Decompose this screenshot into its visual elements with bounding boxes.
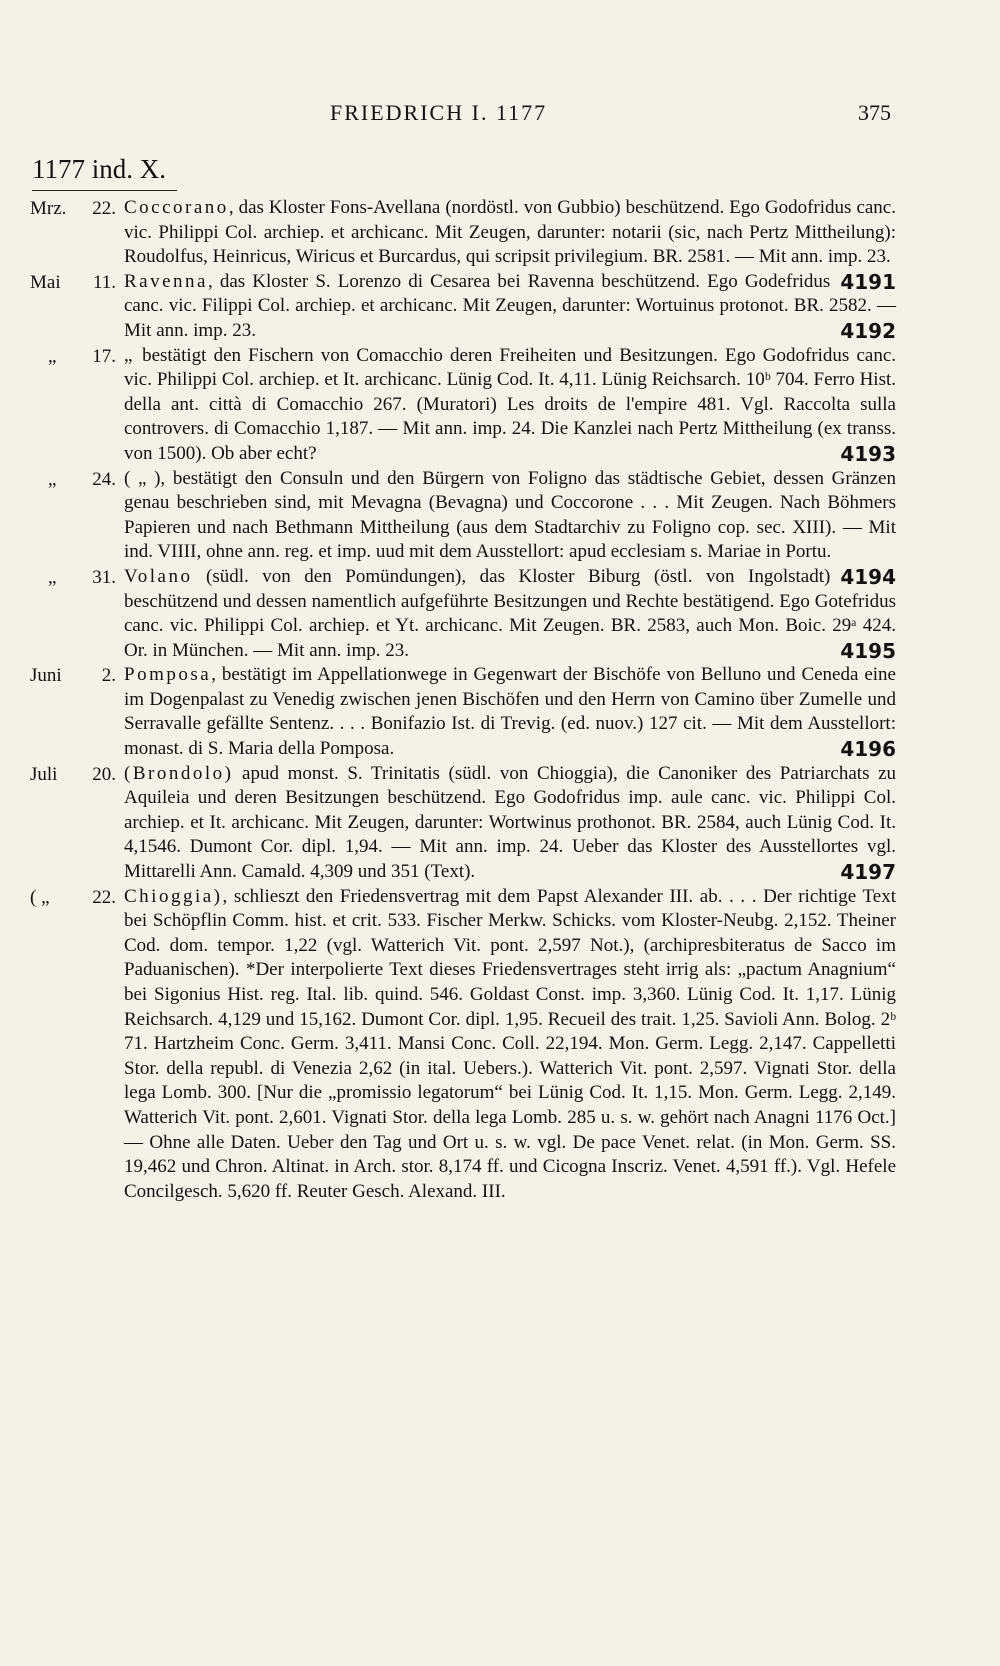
entry-number: 4194 [840,564,896,589]
entry-number: 4195 [840,638,896,663]
entry-month: „ [48,468,57,490]
entry-peace-treaty [0,885,1000,1205]
entry-number: 4193 [840,441,896,466]
entry-text [124,663,896,761]
entry-place: Pomposa [124,664,212,686]
entry-body: (südl. von den Pomündungen), das Kloster Biburg (östl. von Ingolstadt) beschützend und dessen namentlich aufgeführte Besitzungen und Rechte bestätigend. Ego Gotefridus canc. vic. Philippi Col. archiep. et Yt. archicanc. Mit Zeugen. BR. 2583, auch Mon. Boic. 29ᵃ 424. Or. in München. — Mit ann. imp. 23. [124,565,896,661]
entry-date [30,885,116,910]
entry-month: Juli [30,763,58,785]
entry-day: 22. [92,198,116,219]
running-head [0,100,1000,130]
entry-4196 [0,663,1000,761]
entry-date [30,565,116,590]
entry-day: 31. [92,566,116,588]
entry-place: „ [124,344,135,366]
entry-day: 11. [92,271,116,293]
entry-body: , bestätigt den Consuln und den Bürgern von Foligno das städtische Gebiet, dessen Gränzen genau beschrieben sind, mit Mevagna (Bevagna) und Coccorone . . . Mit Zeugen. Nach Böhmers Papieren und nach Bethmann Mittheilung (aus dem Stadtarchiv zu Foligno cop. sec. XIII). — Mit ind. VIIII, ohne ann. reg. et imp. uud mit dem Ausstellort: apud ecclesiam s. Mariae in Portu. [124,467,896,563]
entry-text [124,885,896,1205]
year-rule [32,190,177,191]
entry-date [30,467,116,492]
entry-day: 20. [92,763,116,785]
entry-day: 2. [101,665,116,687]
entry-place: ( „ ) [124,467,161,489]
page-number: 375 [858,100,891,125]
entry-number: 4191 [840,269,896,294]
entry-month: „ [48,345,57,367]
entry-text [124,762,896,885]
entry-text [124,344,896,467]
entry-date [30,270,116,295]
entries-list [0,196,1000,1204]
entry-body: , das Kloster Fons-Avellana (nordöstl. von Gubbio) beschützend. Ego Godofridus canc. vic. Philippi Col. archiep. et archicanc. Mit Zeugen, darunter: notarii (sic, nach Pertz Mittheilung): Roudolfus, Heinricus, Wiricus et Burcardus, qui scripsit privilegium. BR. 2581. — Mit ann. imp. 23. [124,197,896,268]
entry-month: ( „ [30,886,50,908]
entry-place: Coccorano [124,197,229,218]
entry-place: Volano [124,565,193,587]
entry-date [30,762,116,787]
entry-date [30,196,116,221]
entry-date [30,663,116,688]
entry-month: Mrz. [30,198,67,219]
entry-4197 [0,762,1000,885]
entry-place: Ravenna [124,270,208,292]
entry-month: Juni [30,665,62,687]
entry-text [124,565,896,663]
entry-body: , schlieszt den Friedensvertrag mit dem Papst Alexander III. ab. . . . Der richtige Text bei Schöpflin Comm. hist. et crit. 533. Fischer Merkw. Schicks. vom Kloster-Neubg. 2,152. Theiner Cod. dom. tempor. 1,22 (vgl. Watterich Vit. pont. 2,597 Not.), (archipresbiteratus de Sacco im Paduanischen). *Der interpolierte Text dieses Friedensvertrages steht irrig als: „pactum Anagnium“ bei Sigonius Hist. reg. Ital. lib. quind. 546. Goldast Const. imp. 3,360. Lünig Cod. It. 1,17. Lünig Reichsarch. 4,129 und 15,162. Dumont Cor. dipl. 1,95. Recueil des trait. 1,25. Savioli Ann. Bolog. 2ᵇ 71. Hartzheim Conc. Germ. 3,411. Mansi Conc. Coll. 22,194. Mon. Germ. Legg. 2,147. Cappelletti Stor. della republ. di Venezia 2,62 (in ital. Uebers.). Watterich Vit. pont. 2,597. Vignati Stor. della lega Lomb. 300. [Nur die „promissio legatorum“ bei Lünig Cod. It. 1,15. Mon. Germ. Legg. 2,149. Watterich Vit. pont. 2,601. Vignati Stor. della lega Lomb. 285 u. s. w. gehört nach Anagni 1176 Oct.] — Ohne alle Daten. Ueber den Tag und Ort u. s. w. vgl. De pace Venet. relat. (in Mon. Germ. SS. 19,462 und Chron. Altinat. in Arch. stor. 8,174 ff. und Cicogna Inscriz. Venet. 4,591 ff.). Vgl. Hefele Concilgesch. 5,620 ff. Reuter Gesch. Alexand. III. [124,885,896,1202]
entry-place: Chioggia) [124,885,223,907]
running-title: FRIEDRICH I. 1177 [330,100,548,125]
entry-day: 24. [92,468,116,490]
entry-place: (Brondolo) [124,762,234,784]
entry-number: 4197 [840,860,896,885]
entry-day: 22. [92,886,116,908]
entry-number: 4192 [840,318,896,343]
entry-body: , das Kloster S. Lorenzo di Cesarea bei Ravenna beschützend. Ego Godefridus canc. vic. Filippi Col. archiep. et archicanc. Mit Zeugen, darunter: Wortuinus protonot. BR. 2582. — Mit ann. imp. 23. [124,270,896,341]
entry-date [30,344,116,369]
year-heading: 1177 ind. X. [32,154,166,184]
entry-number: 4196 [840,737,896,762]
entry-text [124,270,896,344]
entry-month: „ [48,566,57,588]
entry-body: bestätigt den Fischern von Comacchio deren Freiheiten und Besitzungen. Ego Godofridus canc. vic. Philippi Col. archiep. et It. archicanc. Lünig Cod. It. 4,11. Lünig Reichsarch. 10ᵇ 704. Ferro Hist. della ant. città di Comacchio 267. (Muratori) Les droits de l'empire 481. Vgl. Raccolta sulla controvers. di Comacchio 1,187. — Mit ann. imp. 24. Die Kanzlei nach Pertz Mittheilung (ex transs. von 1500). Ob aber echt? [124,344,896,464]
entry-body: , bestätigt im Appellationwege in Gegenwart der Bischöfe von Belluno und Ceneda eine im Dogenpalast zu Venedig zwischen jenen Bischöfen und den Herrn von Camino über Zumelle und Serravalle gefällte Sentenz. . . . Bonifazio Ist. di Trevig. (ed. nuov.) 127 cit. — Mit dem Ausstellort: monast. di S. Maria della Pomposa. [124,664,896,760]
entry-day: 17. [92,345,116,367]
entry-body: apud monst. S. Trinitatis (südl. von Chioggia), die Canoniker des Patriarchats zu Aquileia und deren Besitzungen beschützend. Ego Godofridus imp. aule canc. vic. Philippi Col. archiep. et It. archicanc. Mit Zeugen, darunter: Wortwinus prothonot. BR. 2584, auch Lünig Cod. It. 4,1546. Dumont Cor. dipl. 1,94. — Mit ann. imp. 24. Ueber das Kloster des Ausstellortes vgl. Mittarelli Ann. Camald. 4,309 und 351 (Text). [124,762,896,883]
entry-month: Mai [30,271,61,293]
entry-4193 [0,344,1000,467]
entry-4195 [0,565,1000,663]
entry-4192 [0,270,1000,344]
